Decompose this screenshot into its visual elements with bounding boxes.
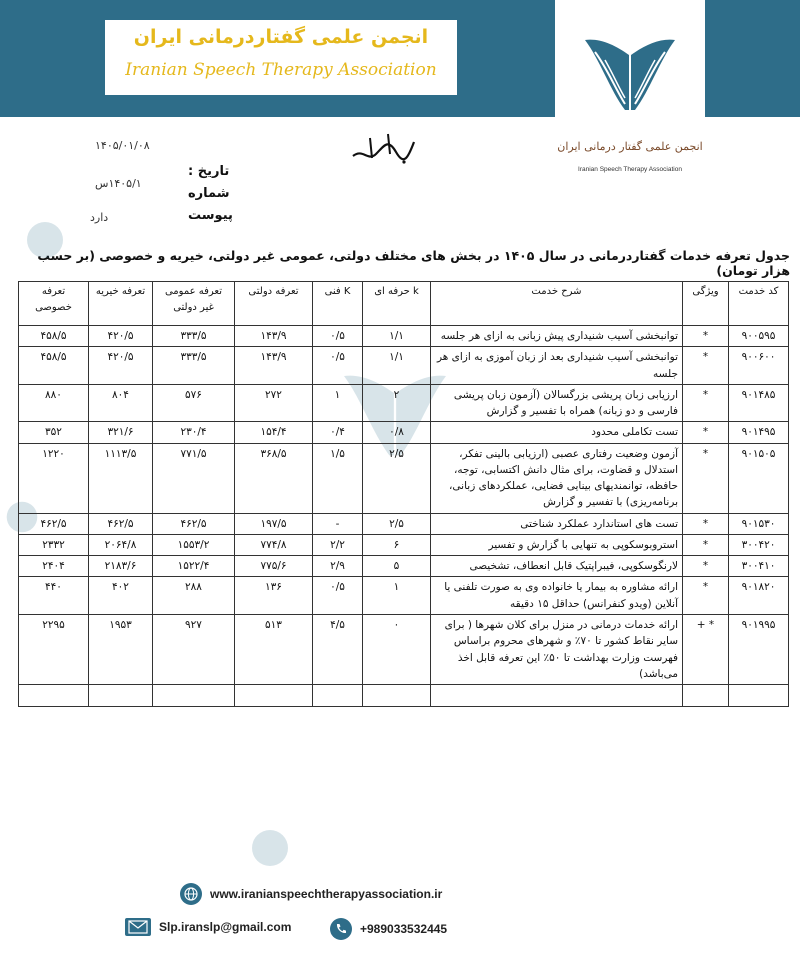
watermark-tree-icon bbox=[250, 828, 290, 868]
association-title-fa: انجمن علمی گفتاردرمانی ایران bbox=[133, 26, 429, 48]
cell-desc: ارزیابی زبان پریشی بزرگسالان (آزمون زبان پریشی فارسی و دو زبانه) همراه با تفسیر و گزارش bbox=[431, 384, 683, 422]
cell-charity: ۱۱۱۳/۵ bbox=[89, 443, 153, 513]
cell-k-prof: ۲ bbox=[363, 384, 431, 422]
table-row bbox=[19, 614, 789, 684]
cell-public: ۱۵۲۲/۴ bbox=[153, 556, 235, 577]
table-header-row bbox=[19, 282, 789, 326]
cell-charity: ۲۰۶۴/۸ bbox=[89, 534, 153, 555]
cell-gov: ۱۳۶ bbox=[235, 577, 313, 615]
cell-k-tech: - bbox=[313, 513, 363, 534]
cell-charity: ۳۲۱/۶ bbox=[89, 422, 153, 443]
cell-code: ۹۰۰۶۰۰ bbox=[729, 347, 789, 385]
cell-k-tech: ۰/۵ bbox=[313, 577, 363, 615]
number-value: ۱۴۰۵/۱س bbox=[95, 177, 142, 190]
cell-gov: ۱۹۷/۵ bbox=[235, 513, 313, 534]
cell-private: ۲۳۳۲ bbox=[19, 534, 89, 555]
cell-k-tech: ۱/۵ bbox=[313, 443, 363, 513]
cell-k-prof: ۲/۵ bbox=[363, 513, 431, 534]
cell-public: ۱۵۵۳/۲ bbox=[153, 534, 235, 555]
cell-desc: تست تکاملی محدود bbox=[431, 422, 683, 443]
table-caption: جدول تعرفه خدمات گفتاردرمانی در سال ۱۴۰۵ در بخش های مختلف دولتی، عمومی غیر دولتی، خیریه و خصوصی (بر حسب هزار تومان) bbox=[37, 248, 790, 278]
cell-public: ۴۶۲/۵ bbox=[153, 513, 235, 534]
table-row bbox=[19, 443, 789, 513]
cell-private: ۴۵۸/۵ bbox=[19, 326, 89, 347]
cell-public: ۵۷۶ bbox=[153, 384, 235, 422]
cell-charity: ۸۰۴ bbox=[89, 384, 153, 422]
attachment-label: پیوست bbox=[188, 208, 233, 223]
col-header-k-tech: K فنی bbox=[313, 282, 363, 326]
cell-gov: ۷۷۵/۶ bbox=[235, 556, 313, 577]
logo-card bbox=[555, 0, 705, 200]
footer-email bbox=[125, 918, 291, 936]
cell-k-prof: ۶ bbox=[363, 534, 431, 555]
cell-code: ۹۰۰۵۹۵ bbox=[729, 326, 789, 347]
col-header-k-prof: k حرفه ای bbox=[363, 282, 431, 326]
cell-empty bbox=[431, 685, 683, 707]
association-logo-icon bbox=[555, 0, 705, 140]
cell-feature: * bbox=[683, 422, 729, 443]
cell-feature: * + bbox=[683, 614, 729, 684]
cell-gov: ۱۴۳/۹ bbox=[235, 326, 313, 347]
cell-desc: توانبخشی آسیب شنیداری پیش زبانی به ازای هر جلسه bbox=[431, 326, 683, 347]
cell-desc: تست های استاندارد عملکرد شناختی bbox=[431, 513, 683, 534]
cell-public: ۷۷۱/۵ bbox=[153, 443, 235, 513]
cell-feature: * bbox=[683, 534, 729, 555]
cell-feature: * bbox=[683, 326, 729, 347]
cell-k-prof: ۱ bbox=[363, 577, 431, 615]
phone-icon bbox=[330, 918, 352, 940]
cell-charity: ۱۹۵۳ bbox=[89, 614, 153, 684]
cell-k-prof: ۰ bbox=[363, 614, 431, 684]
cell-desc: ارائه مشاوره به بیمار یا خانواده وی به صورت تلفنی یا آنلاین (ویدو کنفرانس) حداقل ۱۵ دقیقه bbox=[431, 577, 683, 615]
association-title-en: Iranian Speech Therapy Association bbox=[125, 60, 437, 80]
cell-empty bbox=[729, 685, 789, 707]
col-header-gov: تعرفه دولتی bbox=[235, 282, 313, 326]
cell-k-tech: ۰/۵ bbox=[313, 326, 363, 347]
cell-code: ۹۰۱۵۳۰ bbox=[729, 513, 789, 534]
footer-phone bbox=[330, 918, 447, 940]
cell-empty bbox=[235, 685, 313, 707]
tariff-table bbox=[18, 281, 789, 707]
cell-public: ۳۳۳/۵ bbox=[153, 347, 235, 385]
cell-k-tech: ۰/۴ bbox=[313, 422, 363, 443]
cell-gov: ۲۷۲ bbox=[235, 384, 313, 422]
phone-number: +989033532445 bbox=[360, 922, 448, 936]
cell-charity: ۲۱۸۳/۶ bbox=[89, 556, 153, 577]
cell-k-tech: ۴/۵ bbox=[313, 614, 363, 684]
cell-desc: ارائه خدمات درمانی در منزل برای کلان شهرها ( برای سایر نقاط کشور تا ۷۰٪ و شهرهای محروم براساس فهرست وزارت بهداشت تا ۵۰٪ این تعرفه قابل اخذ می‌باشد) bbox=[431, 614, 683, 684]
footer-website bbox=[180, 883, 442, 905]
cell-desc: توانبخشی آسیب شنیداری بعد از زبان آموزی به ازای هر جلسه bbox=[431, 347, 683, 385]
cell-private: ۳۵۲ bbox=[19, 422, 89, 443]
cell-code: ۹۰۱۸۲۰ bbox=[729, 577, 789, 615]
cell-feature: * bbox=[683, 513, 729, 534]
cell-private: ۴۵۸/۵ bbox=[19, 347, 89, 385]
col-header-public: تعرفه عمومی غیر دولتی bbox=[153, 282, 235, 326]
cell-private: ۸۸۰ bbox=[19, 384, 89, 422]
cell-desc: آزمون وضعیت رفتاری عصبی (ارزیابی بالینی تفکر، استدلال و قضاوت، برای مثال دانش اکتسابی، توجه، حافظه، توانمندیهای بینایی فضایی، عملکردهای زبانی، برنامه‌ریزی) با تفسیر و گزارش bbox=[431, 443, 683, 513]
cell-charity: ۴۲۰/۵ bbox=[89, 347, 153, 385]
cell-k-prof: ۱/۱ bbox=[363, 347, 431, 385]
logo-label-fa: انجمن علمی گفتار درمانی ایران bbox=[557, 140, 703, 153]
cell-k-prof: ۵ bbox=[363, 556, 431, 577]
cell-desc: استروبوسکوپی به تنهایی با گزارش و تفسیر bbox=[431, 534, 683, 555]
table-row bbox=[19, 534, 789, 555]
cell-code: ۹۰۱۵۰۵ bbox=[729, 443, 789, 513]
col-header-charity: تعرفه خیریه bbox=[89, 282, 153, 326]
cell-code: ۹۰۱۴۸۵ bbox=[729, 384, 789, 422]
cell-k-tech: ۱ bbox=[313, 384, 363, 422]
attachment-value: دارد bbox=[90, 211, 109, 224]
cell-private: ۲۲۹۵ bbox=[19, 614, 89, 684]
col-header-feature: ویژگی bbox=[683, 282, 729, 326]
table-row bbox=[19, 577, 789, 615]
logo-label-en: Iranian Speech Therapy Association bbox=[578, 166, 682, 173]
cell-empty bbox=[363, 685, 431, 707]
cell-empty bbox=[19, 685, 89, 707]
mail-icon bbox=[125, 918, 151, 936]
website-link[interactable]: www.iranianspeechtherapyassociation.ir bbox=[210, 887, 443, 901]
cell-k-prof: ۰/۸ bbox=[363, 422, 431, 443]
cell-private: ۴۶۲/۵ bbox=[19, 513, 89, 534]
col-header-private: تعرفه خصوصی bbox=[19, 282, 89, 326]
table-row bbox=[19, 326, 789, 347]
cell-feature: * bbox=[683, 347, 729, 385]
cell-charity: ۴۶۲/۵ bbox=[89, 513, 153, 534]
cell-public: ۳۳۳/۵ bbox=[153, 326, 235, 347]
date-label: تاریخ : bbox=[188, 164, 230, 179]
table-row bbox=[19, 347, 789, 385]
number-label: شماره bbox=[188, 186, 230, 201]
cell-empty bbox=[683, 685, 729, 707]
cell-feature: * bbox=[683, 577, 729, 615]
cell-code: ۳۰۰۴۱۰ bbox=[729, 556, 789, 577]
table-row bbox=[19, 384, 789, 422]
cell-gov: ۳۶۸/۵ bbox=[235, 443, 313, 513]
col-header-desc: شرح خدمت bbox=[431, 282, 683, 326]
cell-feature: * bbox=[683, 556, 729, 577]
cell-code: ۹۰۱۴۹۵ bbox=[729, 422, 789, 443]
cell-empty bbox=[313, 685, 363, 707]
cell-k-prof: ۱/۱ bbox=[363, 326, 431, 347]
cell-k-tech: ۲/۹ bbox=[313, 556, 363, 577]
table-row-empty bbox=[19, 685, 789, 707]
table-row bbox=[19, 422, 789, 443]
cell-empty bbox=[89, 685, 153, 707]
cell-charity: ۴۰۲ bbox=[89, 577, 153, 615]
cell-desc: لارنگوسکوپی، فیبراپتیک قابل انعطاف، تشخیصی bbox=[431, 556, 683, 577]
cell-public: ۲۳۰/۴ bbox=[153, 422, 235, 443]
table-row bbox=[19, 513, 789, 534]
cell-gov: ۷۷۴/۸ bbox=[235, 534, 313, 555]
globe-icon bbox=[180, 883, 202, 905]
col-header-code: کد خدمت bbox=[729, 282, 789, 326]
cell-k-prof: ۲/۵ bbox=[363, 443, 431, 513]
bismillah-calligraphy-icon bbox=[348, 128, 418, 168]
cell-private: ۲۴۰۴ bbox=[19, 556, 89, 577]
cell-public: ۲۸۸ bbox=[153, 577, 235, 615]
cell-gov: ۱۵۴/۴ bbox=[235, 422, 313, 443]
table-row bbox=[19, 556, 789, 577]
cell-feature: * bbox=[683, 443, 729, 513]
cell-charity: ۴۲۰/۵ bbox=[89, 326, 153, 347]
cell-feature: * bbox=[683, 384, 729, 422]
cell-code: ۳۰۰۴۲۰ bbox=[729, 534, 789, 555]
cell-gov: ۵۱۳ bbox=[235, 614, 313, 684]
cell-k-tech: ۰/۵ bbox=[313, 347, 363, 385]
cell-public: ۹۲۷ bbox=[153, 614, 235, 684]
cell-private: ۴۴۰ bbox=[19, 577, 89, 615]
cell-empty bbox=[153, 685, 235, 707]
cell-code: ۹۰۱۹۹۵ bbox=[729, 614, 789, 684]
email-link[interactable]: Slp.iranslp@gmail.com bbox=[159, 920, 292, 934]
cell-k-tech: ۲/۲ bbox=[313, 534, 363, 555]
date-value: ۱۴۰۵/۰۱/۰۸ bbox=[95, 139, 150, 152]
cell-private: ۱۲۲۰ bbox=[19, 443, 89, 513]
cell-gov: ۱۴۳/۹ bbox=[235, 347, 313, 385]
